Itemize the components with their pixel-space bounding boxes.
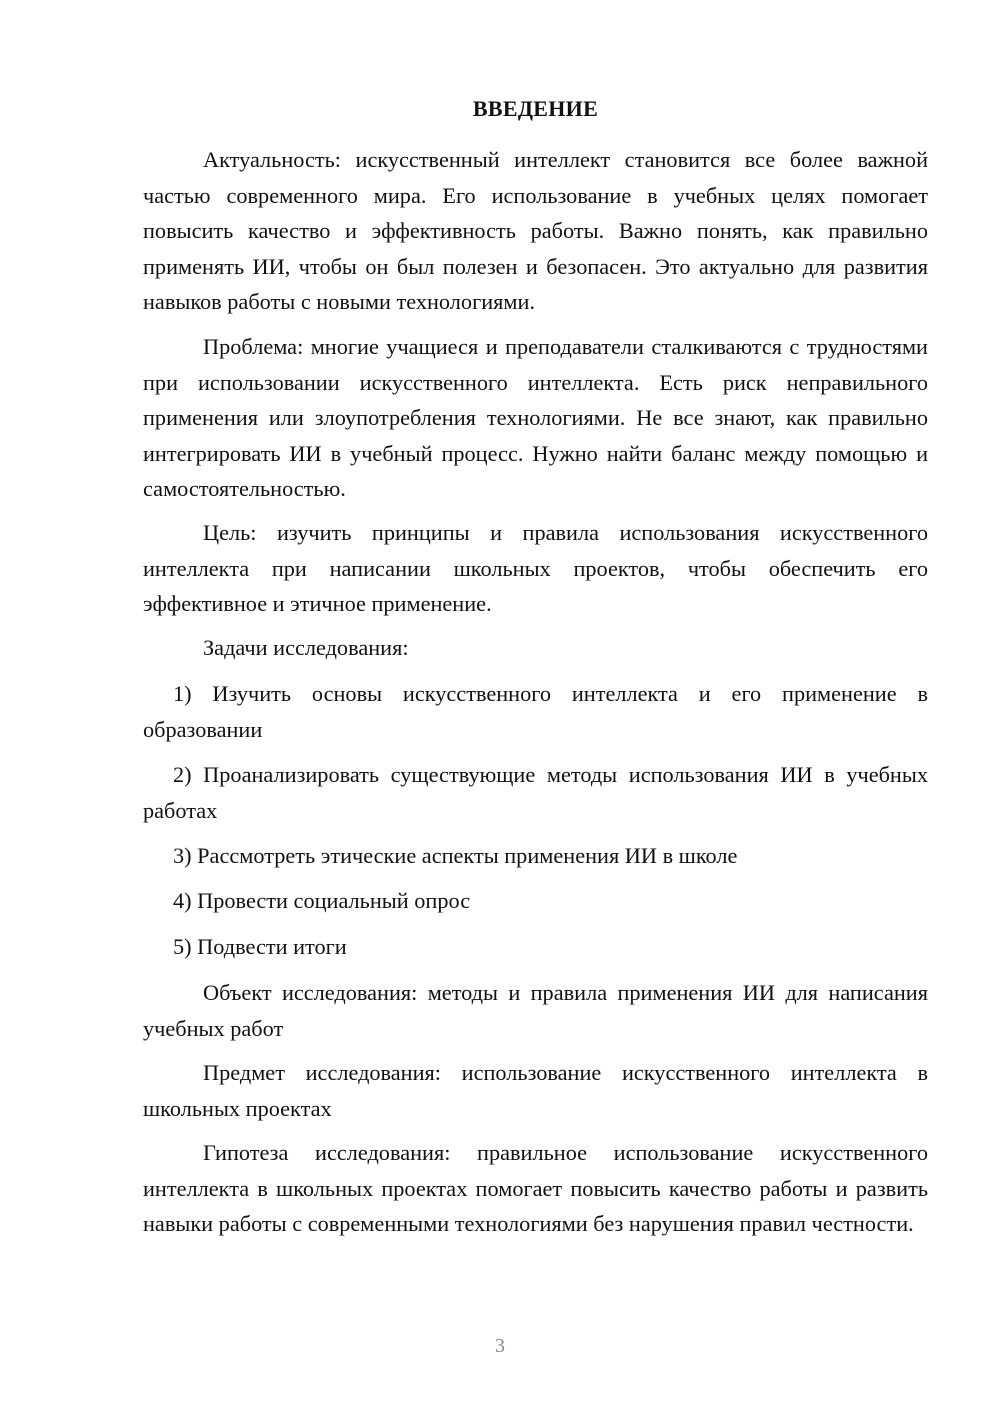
task-item-4: 4) Провести социальный опрос	[173, 888, 471, 913]
section-heading-text: ВВЕДЕНИЕ	[472, 96, 599, 121]
paragraph-subject: Предмет исследования: использование искусственного интеллекта в школьных проектах	[143, 1060, 928, 1121]
task-item-5: 5) Подвести итоги	[173, 934, 347, 959]
paragraph-object: Объект исследования: методы и правила применения ИИ для написания учебных работ	[143, 980, 928, 1041]
task-item-2: 2) Проанализировать существующие методы использования ИИ в учебных работах	[143, 762, 928, 823]
task-item-1: 1) Изучить основы искусственного интеллекта и его применение в образовании	[143, 681, 928, 742]
tasks-title: Задачи исследования:	[203, 635, 409, 660]
task-item-3: 3) Рассмотреть этические аспекты применения ИИ в школе	[173, 843, 738, 868]
paragraph-problem: Проблема: многие учащиеся и преподаватели сталкиваются с трудностями при использовании искусственного интеллекта. Есть риск неправильного применения или злоупотребления технологиями. Не все знают, как правильно интегрировать ИИ в учебный процесс. Нужно найти баланс между помощью и самостоятельностью.	[143, 334, 928, 501]
page-number: 3	[495, 1335, 505, 1357]
paragraph-relevance: Актуальность: искусственный интеллект становится все более важной частью современного мира. Его использование в учебных целях помогает повысить качество и эффективность работы. Важно понять, как правильно применять ИИ, чтобы он был полезен и безопасен. Это актуально для развития навыков работы с новыми технологиями.	[143, 147, 928, 314]
paragraph-hypothesis: Гипотеза исследования: правильное использование искусственного интеллекта в школьных проектах помогает повысить качество работы и развить навыки работы с современными технологиями без нарушения правил честности.	[143, 1140, 928, 1236]
paragraph-goal: Цель: изучить принципы и правила использования искусственного интеллекта при написании школьных проектов, чтобы обеспечить его эффективное и этичное применение.	[143, 520, 928, 616]
section-heading	[0, 96, 1000, 122]
